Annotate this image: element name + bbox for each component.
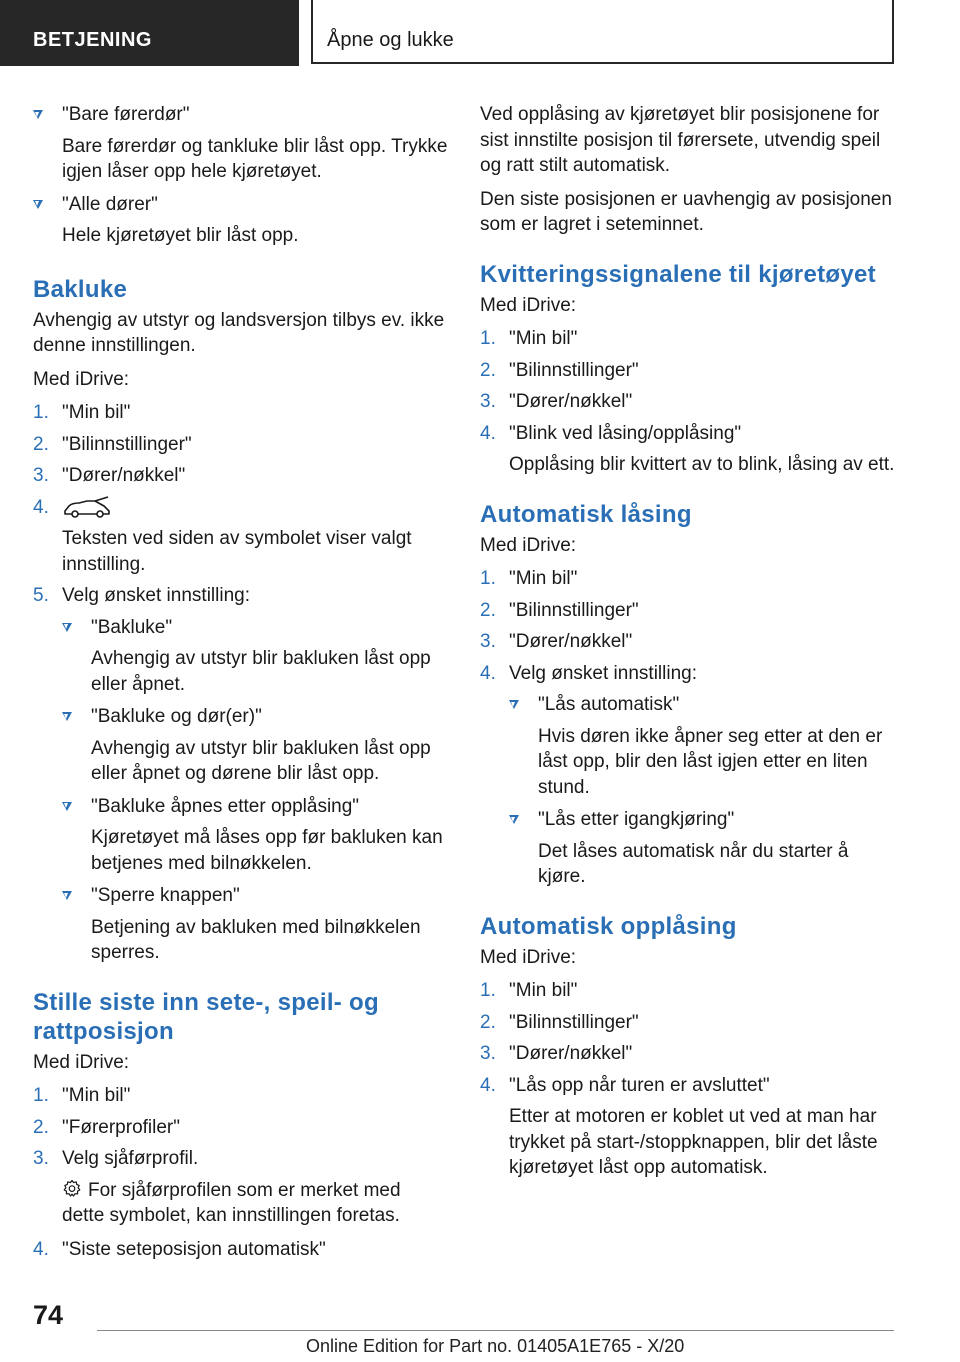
list-item: 4. Velg ønsket innstilling: "Lås automatisk" Hvis døren ikke åpner seg etter at den er låst opp, blir den låst igjen etter en liten stund. "Lås etter igangkjøring" Det låses automatisk når du starter å kjøre. [480,661,895,890]
left-column [33,102,448,1268]
heading-signals: Kvitteringssignalene til kjøretøyet [480,260,876,288]
triangle-bullet-icon [509,815,519,824]
page-number: 74 [33,1300,64,1330]
list-item: 4. "Lås opp når turen er avsluttet" Etter at motoren er koblet ut ved at man har trykket på start-/stoppknappen, blir det låste kjøretøyet låst opp automatisk. [480,1074,878,1178]
list-item: "Bakluke" Avhengig av utstyr blir bakluken låst opp eller åpnet. [62,615,448,698]
profile-note: For sjåførprofilen som er merket med dette symbolet, kan innstillingen foretas. [62,1179,401,1226]
list-item: "Bare førerdør" Bare førerdør og tankluke blir låst opp. Trykke igjen låser opp hele kjøretøyet. [33,102,448,185]
list-item: 2. "Bilinnstillinger" [33,433,192,455]
footer-divider [97,1330,894,1331]
paragraph: Ved opplåsing av kjøretøyet blir posisjonene for sist innstilte posisjon til førersete, utvendig speil og ratt stilt automatisk. [480,104,881,176]
list-item: 1. "Min bil" [480,328,578,349]
list-item: 3. "Dører/nøkkel" [480,1043,633,1064]
list-item: "Alle dører" Hele kjøretøyet blir låst opp. [33,192,448,249]
paragraph: Avhengig av utstyr og landsversjon tilbys ev. ikke denne innstillingen. [33,309,445,356]
with-idrive: Med iDrive: [33,368,130,390]
paragraph: Den siste posisjonen er uavhengig av posisjonen som er lagret i seteminnet. [480,188,892,235]
triangle-bullet-icon [62,712,72,721]
list-item: 2. "Bilinnstillinger" [480,1011,639,1033]
section-title: BETJENING [33,29,152,51]
list-item: 4. Teksten ved siden av symbolet viser valgt innstilling. [33,496,412,575]
list-item: 3. "Dører/nøkkel" [480,391,633,412]
list-item: 5. Velg ønsket innstilling: "Bakluke" Avhengig av utstyr blir bakluken låst opp eller åpnet. "Bakluke og dør(er)" Avhengig av utstyr blir bakluken låst opp eller åpnet og dørene blir låst opp. "Bakluke åpnes etter opplåsing" Kjøretøyet må låses opp før bakluken kan betjenes med bilnøkkelen. "Sperre knappen" Betjening av bakluken med bilnøkkelen sperres. [33,583,448,966]
steps-list [480,326,895,478]
triangle-bullet-icon [33,200,43,209]
footer-edition: Online Edition for Part no. 01405A1E765 - X/20 [306,1336,685,1356]
options-list [62,615,448,966]
list-item: 1. "Min bil" [33,402,131,423]
steps-list [480,978,895,1181]
heading-seat-position: Stille siste inn sete-, speil- og rattposisjon [33,988,379,1045]
section-label [0,0,299,66]
right-column [480,102,895,1187]
list-item: "Lås etter igangkjøring" Det låses automatisk når du starter å kjøre. [509,807,895,890]
list-item: "Bakluke åpnes etter opplåsing" Kjøretøyet må låses opp før bakluken kan betjenes med bilnøkkelen. [62,794,448,877]
steps-list [33,1083,448,1262]
list-item: "Sperre knappen" Betjening av bakluken med bilnøkkelen sperres. [62,883,448,966]
car-tailgate-icon [62,496,112,518]
triangle-bullet-icon [62,623,72,632]
heading-autolock: Automatisk låsing [480,500,692,528]
with-idrive: Med iDrive: [33,1051,130,1073]
list-item: 1. "Min bil" [480,980,578,1001]
list-item: 2. "Bilinnstillinger" [480,359,639,381]
list-item: 2. "Bilinnstillinger" [480,599,639,621]
with-idrive: Med iDrive: [480,534,577,556]
list-item: "Bakluke og dør(er)" Avhengig av utstyr blir bakluken låst opp eller åpnet og dørene blir låst opp. [62,704,448,787]
with-idrive: Med iDrive: [480,294,577,316]
list-item: 1. "Min bil" [480,568,578,589]
list-item: 1. "Min bil" [33,1085,131,1106]
list-item: 4. "Siste seteposisjon automatisk" [33,1238,326,1260]
gear-icon [62,1179,82,1199]
list-item: 3. "Dører/nøkkel" [480,631,633,652]
options-list [509,692,895,890]
chapter-title: Åpne og lukke [327,29,454,51]
with-idrive: Med iDrive: [480,946,577,968]
list-item: "Lås automatisk" Hvis døren ikke åpner seg etter at den er låst opp, blir den låst igjen etter en liten stund. [509,692,895,800]
list-item: 2. "Førerprofiler" [33,1116,180,1138]
intro-options [33,102,448,249]
steps-list [480,566,895,890]
page-header [0,0,960,66]
triangle-bullet-icon [509,700,519,709]
list-item: 3. Velg sjåførprofil. For sjåførprofilen som er merket med dette symbolet, kan innstillingen foretas. [33,1146,448,1229]
heading-bakluke: Bakluke [33,275,128,303]
chapter-label [311,0,894,64]
triangle-bullet-icon [33,110,43,119]
triangle-bullet-icon [62,802,72,811]
heading-autounlock: Automatisk opplåsing [480,912,737,940]
list-item: 4. "Blink ved låsing/opplåsing" Opplåsing blir kvittert av to blink, låsing av ett. [480,422,895,475]
list-item: 3. "Dører/nøkkel" [33,465,186,486]
steps-list [33,400,448,966]
triangle-bullet-icon [62,891,72,900]
